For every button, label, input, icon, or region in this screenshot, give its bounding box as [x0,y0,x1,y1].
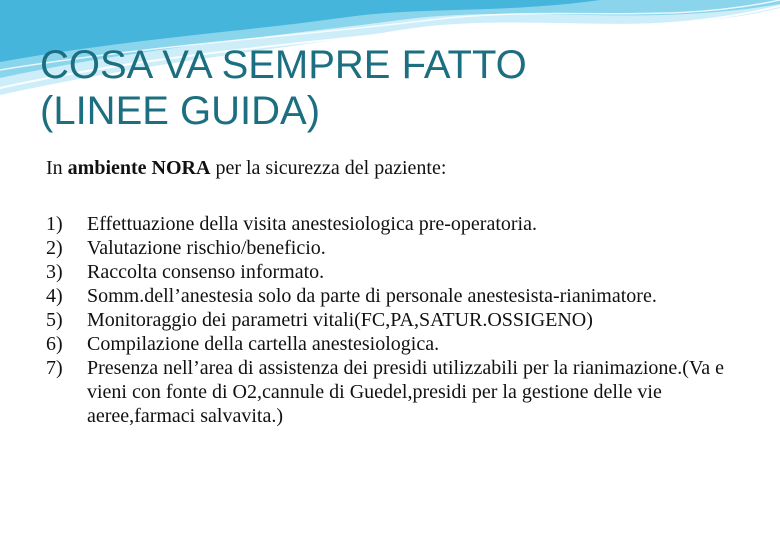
list-item-number: 1) [46,213,63,235]
intro-prefix: In [46,157,68,179]
intro-emphasis: ambiente NORA [67,157,211,179]
list-item-number: 4) [46,285,63,307]
slide-title [40,42,527,134]
list-item [46,236,746,260]
list-item [46,356,746,428]
list-item-number: 3) [46,261,63,283]
list-item-number: 6) [46,333,63,355]
list-item-number: 2) [46,237,63,259]
list-item-text: Raccolta consenso informato. [87,261,325,283]
list-item [46,212,746,236]
list-item [46,332,746,356]
list-item [46,284,746,308]
list-item-number: 7) [46,357,63,379]
list-item [46,308,746,332]
list-item-text: Compilazione della cartella anestesiologica. [87,333,440,355]
guidelines-list [46,212,746,428]
intro-suffix: per la sicurezza del paziente: [210,157,447,179]
list-item-text: Monitoraggio dei parametri vitali(FC,PA,SATUR.OSSIGENO) [87,309,593,331]
list-item-text: Somm.dell’anestesia solo da parte di personale anestesista-rianimatore. [87,285,657,307]
slide-title-line-1: COSA VA SEMPRE FATTO [40,43,527,87]
list-item-text: Valutazione rischio/beneficio. [87,237,326,259]
list-item-text: Effettuazione della visita anestesiologica pre-operatoria. [87,213,537,235]
slide-title-line-2: (LINEE GUIDA) [40,89,321,133]
intro-text [46,157,446,180]
list-item-number: 5) [46,309,63,331]
list-item-text: Presenza nell’area di assistenza dei presidi utilizzabili per la rianimazione.(Va e vieni con fonte di O2,cannule di Guedel,presidi per la gestione delle vie aeree,farmaci salvavita.) [87,357,724,427]
list-item [46,260,746,284]
